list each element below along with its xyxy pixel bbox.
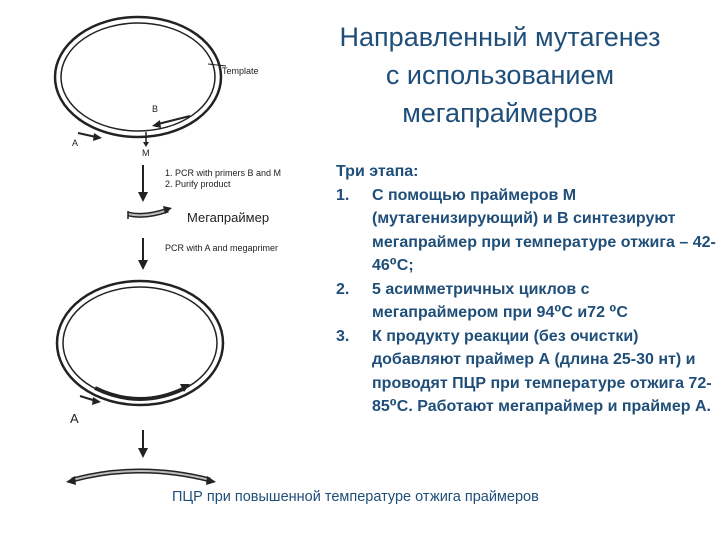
- bottom-a-label: A: [70, 411, 79, 426]
- step2-text: PCR with A and megaprimer: [165, 243, 279, 253]
- step3-arrow: [138, 430, 148, 458]
- bottom-caption: ПЦР при повышенной температуре отжига праймеров: [172, 489, 539, 505]
- primer-b-label: B: [152, 104, 159, 114]
- title-line-1: Направленный мутагенез: [339, 22, 661, 52]
- megaprimer-product: [128, 206, 172, 219]
- primer-m-label: M: [142, 148, 150, 158]
- title-line-2: с использованием: [385, 60, 615, 90]
- primer-m-mark: [143, 132, 149, 147]
- megaprimer-label: Мегапраймер: [187, 210, 270, 225]
- primer-a-label: A: [72, 138, 79, 148]
- bottom-plasmid: [57, 281, 223, 405]
- bottom-megaprimer-arrow: [95, 384, 190, 399]
- template-plasmid: [55, 17, 221, 137]
- stage-text: С помощью праймеров М (мутагенизирующий) и В синтезируют мегапраймер при температуре отжига – 42-46⁰С;: [372, 186, 716, 274]
- step1-text-2: 2. Purify product: [165, 179, 231, 189]
- step2-arrow: [138, 238, 148, 270]
- stage-number: 1.: [336, 186, 350, 204]
- stage-number: 3.: [336, 327, 350, 345]
- step1-text-1: 1. PCR with primers B and M: [165, 168, 282, 178]
- stage-text: 5 асимметричных циклов с мегапраймером при 94⁰С и72 ⁰С: [372, 280, 628, 321]
- stage-item: [336, 278, 720, 325]
- stage-text: К продукту реакции (без очистки) добавляют праймер А (длина 25-30 нт) и проводят ПЦР при температуре отжига 72-85⁰С. Работают мегапраймер и праймер А.: [372, 327, 712, 415]
- megaprimer-mutagenesis-diagram: [0, 0, 330, 540]
- step1-arrow: [138, 165, 148, 202]
- stage-item: [336, 325, 720, 419]
- primer-a-arrow: [78, 133, 102, 141]
- stage-item: [336, 184, 720, 278]
- stages-heading: Три этапа:: [336, 163, 419, 180]
- title-line-3: мегапраймеров: [402, 98, 598, 128]
- slide-title: [300, 18, 700, 132]
- stages-list: [336, 160, 720, 419]
- final-product: [66, 471, 216, 485]
- stage-number: 2.: [336, 280, 350, 298]
- template-label: Template: [222, 66, 259, 76]
